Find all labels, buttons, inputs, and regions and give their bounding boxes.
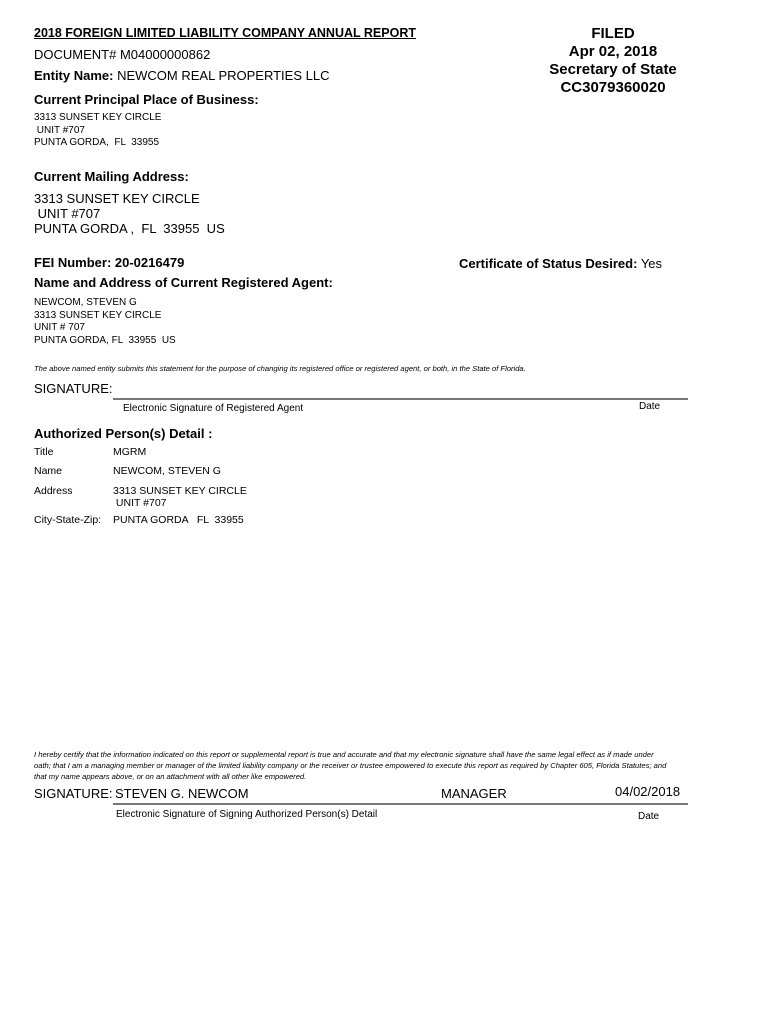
authorized-title-label: Title (34, 446, 54, 458)
authorized-address-line: 3313 SUNSET KEY CIRCLE (113, 485, 247, 497)
report-title: 2018 FOREIGN LIMITED LIABILITY COMPANY ANNUAL REPORT (34, 26, 416, 40)
final-signature-date: 04/02/2018 (615, 784, 681, 799)
principal-place-address (34, 112, 161, 150)
mailing-address-line: 3313 SUNSET KEY CIRCLE (34, 191, 200, 206)
registered-agent-address (34, 297, 176, 347)
authorized-name-value: NEWCOM, STEVEN G (113, 465, 221, 477)
filed-stamp (520, 25, 706, 97)
authorized-address-label: Address (34, 485, 73, 497)
final-signature-label: SIGNATURE: (34, 786, 113, 801)
certification-line: oath; that I am a managing member or manager of the limited liability company or the receiver or trustee empowered to execute this report as required by Chapter 605, Florida Statutes; and (34, 761, 667, 770)
filed-stamp-date: Apr 02, 2018 (568, 43, 658, 60)
mailing-address (34, 191, 225, 236)
agent-signature-caption: Electronic Signature of Registered Agent (123, 403, 304, 414)
final-signature-date-label: Date (638, 811, 660, 822)
filed-stamp-office: Secretary of State (549, 61, 677, 78)
registered-agent-heading: Name and Address of Current Registered Agent: (34, 275, 333, 290)
registered-agent-line: PUNTA GORDA, FL 33955 US (34, 334, 176, 346)
document-number: DOCUMENT# M04000000862 (34, 47, 211, 62)
final-signature-line (113, 803, 688, 805)
authorized-address-value (113, 485, 247, 509)
agent-statement: The above named entity submits this statement for the purpose of changing its registered office or registered agent, or both, in the State of Florida. (34, 364, 526, 373)
authorized-name-label: Name (34, 465, 63, 477)
mailing-address-line: UNIT #707 (34, 206, 101, 221)
principal-address-line: UNIT #707 (34, 124, 85, 136)
entity-name-value: NEWCOM REAL PROPERTIES LLC (117, 68, 330, 83)
agent-signature-label: SIGNATURE: (34, 381, 113, 396)
certificate-status (459, 256, 662, 271)
authorized-title-value: MGRM (113, 446, 147, 458)
certification-line: that my name appears above, or on an attachment with all other like empowered. (34, 772, 307, 781)
certificate-status-label: Certificate of Status Desired: (459, 256, 638, 271)
mailing-address-line: PUNTA GORDA , FL 33955 US (34, 221, 225, 236)
authorized-city-value: PUNTA GORDA FL 33955 (113, 514, 244, 526)
principal-address-line: 3313 SUNSET KEY CIRCLE (34, 112, 162, 123)
authorized-city-label: City-State-Zip: (34, 514, 102, 526)
filed-stamp-line1: FILED (591, 25, 635, 42)
registered-agent-line: UNIT # 707 (34, 322, 85, 333)
final-signature-name: STEVEN G. NEWCOM (115, 786, 249, 801)
principal-address-line: PUNTA GORDA, FL 33955 (34, 137, 160, 148)
mailing-address-heading: Current Mailing Address: (34, 169, 189, 184)
fei-number: FEI Number: 20-0216479 (34, 255, 185, 270)
registered-agent-line: 3313 SUNSET KEY CIRCLE (34, 309, 162, 321)
entity-name-label: Entity Name: (34, 68, 114, 83)
certification-text (34, 749, 666, 782)
entity-name (34, 68, 329, 83)
registered-agent-line: NEWCOM, STEVEN G (34, 297, 137, 308)
authorized-address-line: UNIT #707 (113, 497, 167, 509)
final-signature-title: MANAGER (441, 786, 507, 801)
principal-place-heading: Current Principal Place of Business: (34, 92, 259, 107)
filed-stamp-number: CC3079360020 (560, 79, 666, 96)
authorized-heading: Authorized Person(s) Detail : (34, 426, 213, 441)
certificate-status-value: Yes (640, 256, 663, 271)
agent-signature-line (113, 398, 688, 400)
certification-line: I hereby certify that the information indicated on this report or supplemental report is true and accurate and that my electronic signature shall have the same legal effect as if made under (34, 750, 654, 759)
final-signature-caption: Electronic Signature of Signing Authorized Person(s) Detail (116, 809, 378, 820)
agent-signature-date-label: Date (639, 401, 661, 412)
